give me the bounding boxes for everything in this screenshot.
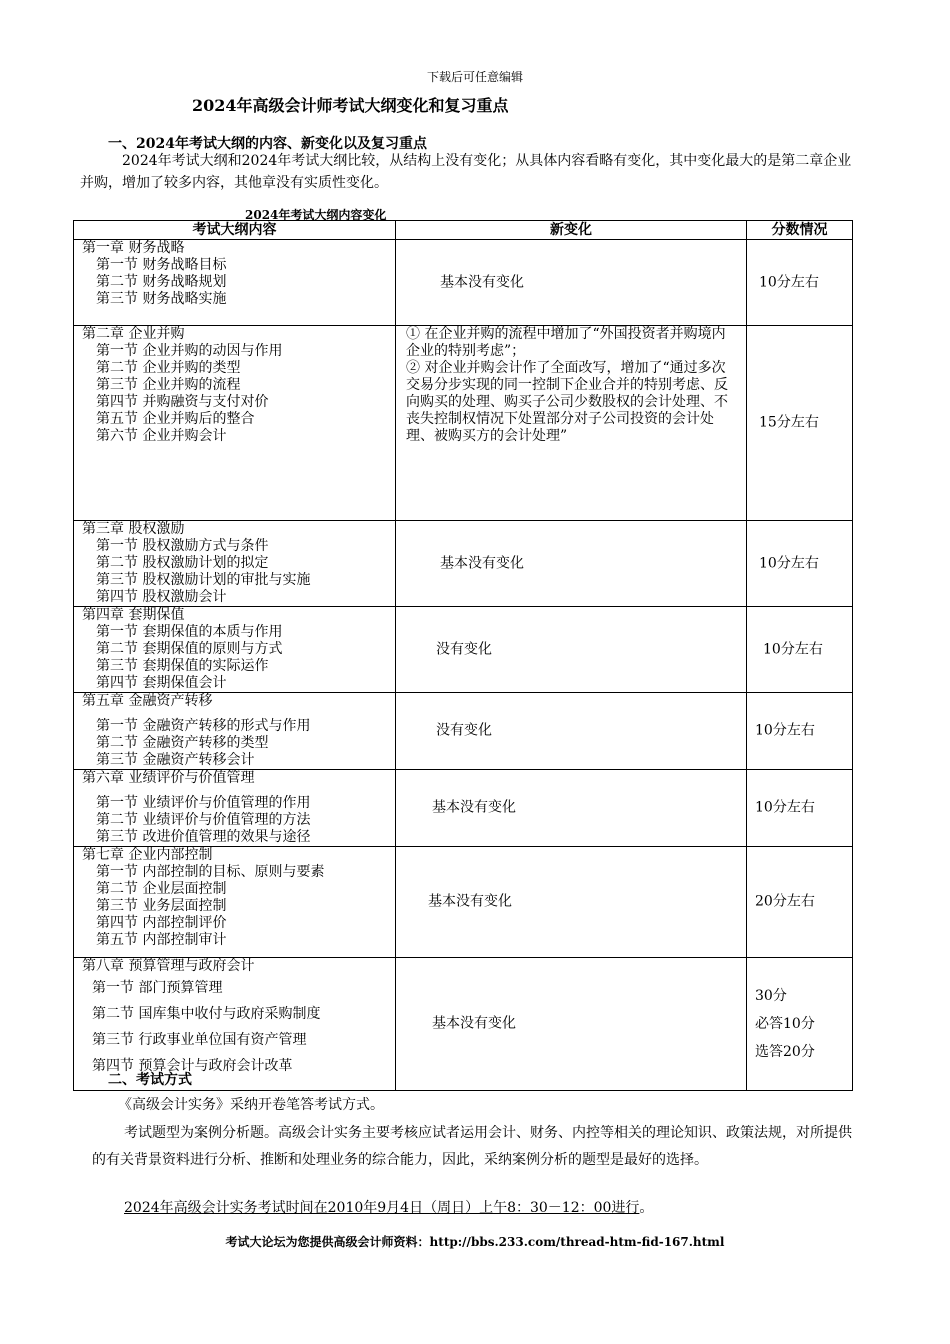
section-item: 第四节 预算会计与政府会计改革 bbox=[92, 1058, 293, 1074]
section2-paragraph-1: 《高级会计实务》采纳开卷笔答考试方式。 bbox=[118, 1097, 384, 1113]
header-content: 考试大纲内容 bbox=[74, 221, 396, 240]
score-text: 10分左右 bbox=[755, 722, 815, 739]
change-cell bbox=[396, 770, 747, 847]
section-item: 第三节 股权激励计划的审批与实施 bbox=[96, 572, 311, 588]
section-item: 第三节 改进价值管理的效果与途径 bbox=[96, 829, 311, 845]
change-text: 基本没有变化 bbox=[432, 1015, 516, 1032]
change-cell bbox=[396, 693, 747, 770]
score-cell bbox=[747, 240, 853, 326]
section-item: 第一节 套期保值的本质与作用 bbox=[96, 624, 283, 640]
section-item: 第二节 套期保值的原则与方式 bbox=[96, 641, 283, 657]
score-cell bbox=[747, 770, 853, 847]
score-text: 选答20分 bbox=[755, 1044, 815, 1060]
section-item: 第一节 部门预算管理 bbox=[92, 980, 223, 996]
table-caption: 2024年考试大纲内容变化 bbox=[245, 208, 387, 222]
section-item: 第一节 财务战略目标 bbox=[96, 257, 227, 273]
chapter-cell bbox=[74, 847, 396, 958]
change-cell bbox=[396, 958, 747, 1091]
section-item: 第五节 内部控制审计 bbox=[96, 932, 227, 948]
score-text: 15分左右 bbox=[759, 414, 819, 431]
table-row bbox=[74, 240, 853, 326]
score-cell bbox=[747, 607, 853, 693]
chapter-cell bbox=[74, 607, 396, 693]
table-row bbox=[74, 326, 853, 521]
section-item: 第二节 股权激励计划的拟定 bbox=[96, 555, 269, 571]
section-item: 第二节 国库集中收付与政府采购制度 bbox=[92, 1006, 321, 1022]
change-text: 基本没有变化 bbox=[432, 799, 516, 816]
change-text: 没有变化 bbox=[436, 641, 492, 657]
section-item: 第二节 金融资产转移的类型 bbox=[96, 735, 269, 751]
score-cell bbox=[747, 693, 853, 770]
outline-table bbox=[73, 220, 853, 1091]
change-cell bbox=[396, 521, 747, 607]
score-cell bbox=[747, 958, 853, 1091]
section-item: 第六节 企业并购会计 bbox=[96, 428, 227, 444]
section-item: 第三节 套期保值的实际运作 bbox=[96, 658, 269, 674]
score-cell bbox=[747, 326, 853, 521]
section-item: 第四节 内部控制评价 bbox=[96, 915, 227, 931]
change-text: ① 在企业并购的流程中增加了“外国投资者并购境内企业的特别考虑”； bbox=[406, 326, 726, 359]
score-cell bbox=[747, 847, 853, 958]
chapter-title: 第四章 套期保值 bbox=[82, 607, 185, 623]
chapter-title: 第二章 企业并购 bbox=[82, 326, 185, 342]
chapter-cell bbox=[74, 326, 396, 521]
change-text: 基本没有变化 bbox=[428, 893, 512, 910]
section-item: 第四节 套期保值会计 bbox=[96, 675, 227, 691]
section-item: 第五节 企业并购后的整合 bbox=[96, 411, 255, 427]
change-text: 基本没有变化 bbox=[440, 555, 524, 571]
section-item: 第二节 财务战略规划 bbox=[96, 274, 227, 290]
header-change: 新变化 bbox=[396, 221, 747, 240]
section2-heading: 二、考试方式 bbox=[108, 1072, 192, 1088]
section-item: 第四节 并购融资与支付对价 bbox=[96, 394, 269, 410]
chapter-cell bbox=[74, 770, 396, 847]
score-text: 30分 bbox=[755, 988, 787, 1004]
score-text: 必答10分 bbox=[755, 1016, 815, 1032]
section-item: 第二节 业绩评价与价值管理的方法 bbox=[96, 812, 311, 828]
section-item: 第一节 金融资产转移的形式与作用 bbox=[96, 718, 311, 734]
score-text: 10分左右 bbox=[763, 641, 823, 657]
section-item: 第二节 企业层面控制 bbox=[96, 881, 227, 897]
score-text: 10分左右 bbox=[759, 274, 819, 290]
score-cell bbox=[747, 521, 853, 607]
table-row bbox=[74, 693, 853, 770]
chapter-cell bbox=[74, 521, 396, 607]
section1-heading: 一、2024年考试大纲的内容、新变化以及复习重点 bbox=[108, 136, 427, 152]
header-note: 下载后可任意编辑 bbox=[426, 70, 523, 84]
chapter-title: 第一章 财务战略 bbox=[82, 240, 185, 256]
document-title: 2024年高级会计师考试大纲变化和复习重点 bbox=[192, 96, 509, 115]
section-item: 第三节 行政事业单位国有资产管理 bbox=[92, 1032, 307, 1048]
section2-paragraph-2: 考试题型为案例分析题。高级会计实务主要考核应试者运用会计、财务、内控等相关的理论知识、政策法规，对所提供的有关背景资料进行分析、推断和处理业务的综合能力，因此，采纳案例分析的题型是最好的选择。 bbox=[92, 1125, 852, 1168]
chapter-title: 第八章 预算管理与政府会计 bbox=[82, 958, 255, 974]
section-item: 第一节 内部控制的目标、原则与要素 bbox=[96, 864, 325, 880]
table-row bbox=[74, 770, 853, 847]
exam-time-text: 2024年高级会计实务考试时间在2010年9月4日（周日）上午8：30－12：00进行 bbox=[124, 1200, 640, 1216]
section-item: 第一节 业绩评价与价值管理的作用 bbox=[96, 795, 311, 811]
chapter-title: 第三章 股权激励 bbox=[82, 521, 185, 537]
chapter-title: 第五章 金融资产转移 bbox=[82, 693, 213, 709]
footer-note: 考试大论坛为您提供高级会计师资料：http://bbs.233.com/thread-htm-fid-167.html bbox=[225, 1235, 725, 1249]
change-cell bbox=[396, 240, 747, 326]
chapter-title: 第六章 业绩评价与价值管理 bbox=[82, 770, 255, 786]
section-item: 第三节 财务战略实施 bbox=[96, 291, 227, 307]
change-cell bbox=[396, 326, 747, 521]
score-text: 10分左右 bbox=[755, 799, 815, 816]
section-item: 第三节 企业并购的流程 bbox=[96, 377, 241, 393]
section1-paragraph: 2024年考试大纲和2024年考试大纲比较，从结构上没有变化；从具体内容看略有变化，其中变化最大的是第二章企业并购，增加了较多内容，其他章没有实质性变化。 bbox=[80, 153, 852, 191]
table-row bbox=[74, 607, 853, 693]
change-text: ② 对企业并购会计作了全面改写，增加了“通过多次交易分步实现的同一控制下企业合并的特别考虑、反向购买的处理、购买子公司少数股权的会计处理、不丧失控制权情况下处置部分对子公司投资的会计处理、被购买方的会计处理” bbox=[406, 360, 728, 444]
exam-time-tail: 。 bbox=[639, 1200, 654, 1216]
table-header-row bbox=[74, 221, 853, 240]
section-item: 第四节 股权激励会计 bbox=[96, 589, 227, 605]
section-item: 第三节 业务层面控制 bbox=[96, 898, 227, 914]
section-item: 第二节 企业并购的类型 bbox=[96, 360, 241, 376]
table-row bbox=[74, 521, 853, 607]
change-cell bbox=[396, 847, 747, 958]
section-item: 第一节 股权激励方式与条件 bbox=[96, 538, 269, 554]
chapter-cell bbox=[74, 693, 396, 770]
section-item: 第三节 金融资产转移会计 bbox=[96, 752, 255, 768]
section2-paragraph-3 bbox=[124, 1197, 653, 1219]
header-score: 分数情况 bbox=[747, 221, 853, 240]
section-item: 第一节 企业并购的动因与作用 bbox=[96, 343, 283, 359]
table-row bbox=[74, 847, 853, 958]
chapter-title: 第七章 企业内部控制 bbox=[82, 847, 213, 863]
score-text: 20分左右 bbox=[755, 893, 815, 910]
change-text: 没有变化 bbox=[436, 722, 492, 739]
score-text: 10分左右 bbox=[759, 555, 819, 571]
change-cell bbox=[396, 607, 747, 693]
change-text: 基本没有变化 bbox=[440, 274, 524, 290]
chapter-cell bbox=[74, 240, 396, 326]
